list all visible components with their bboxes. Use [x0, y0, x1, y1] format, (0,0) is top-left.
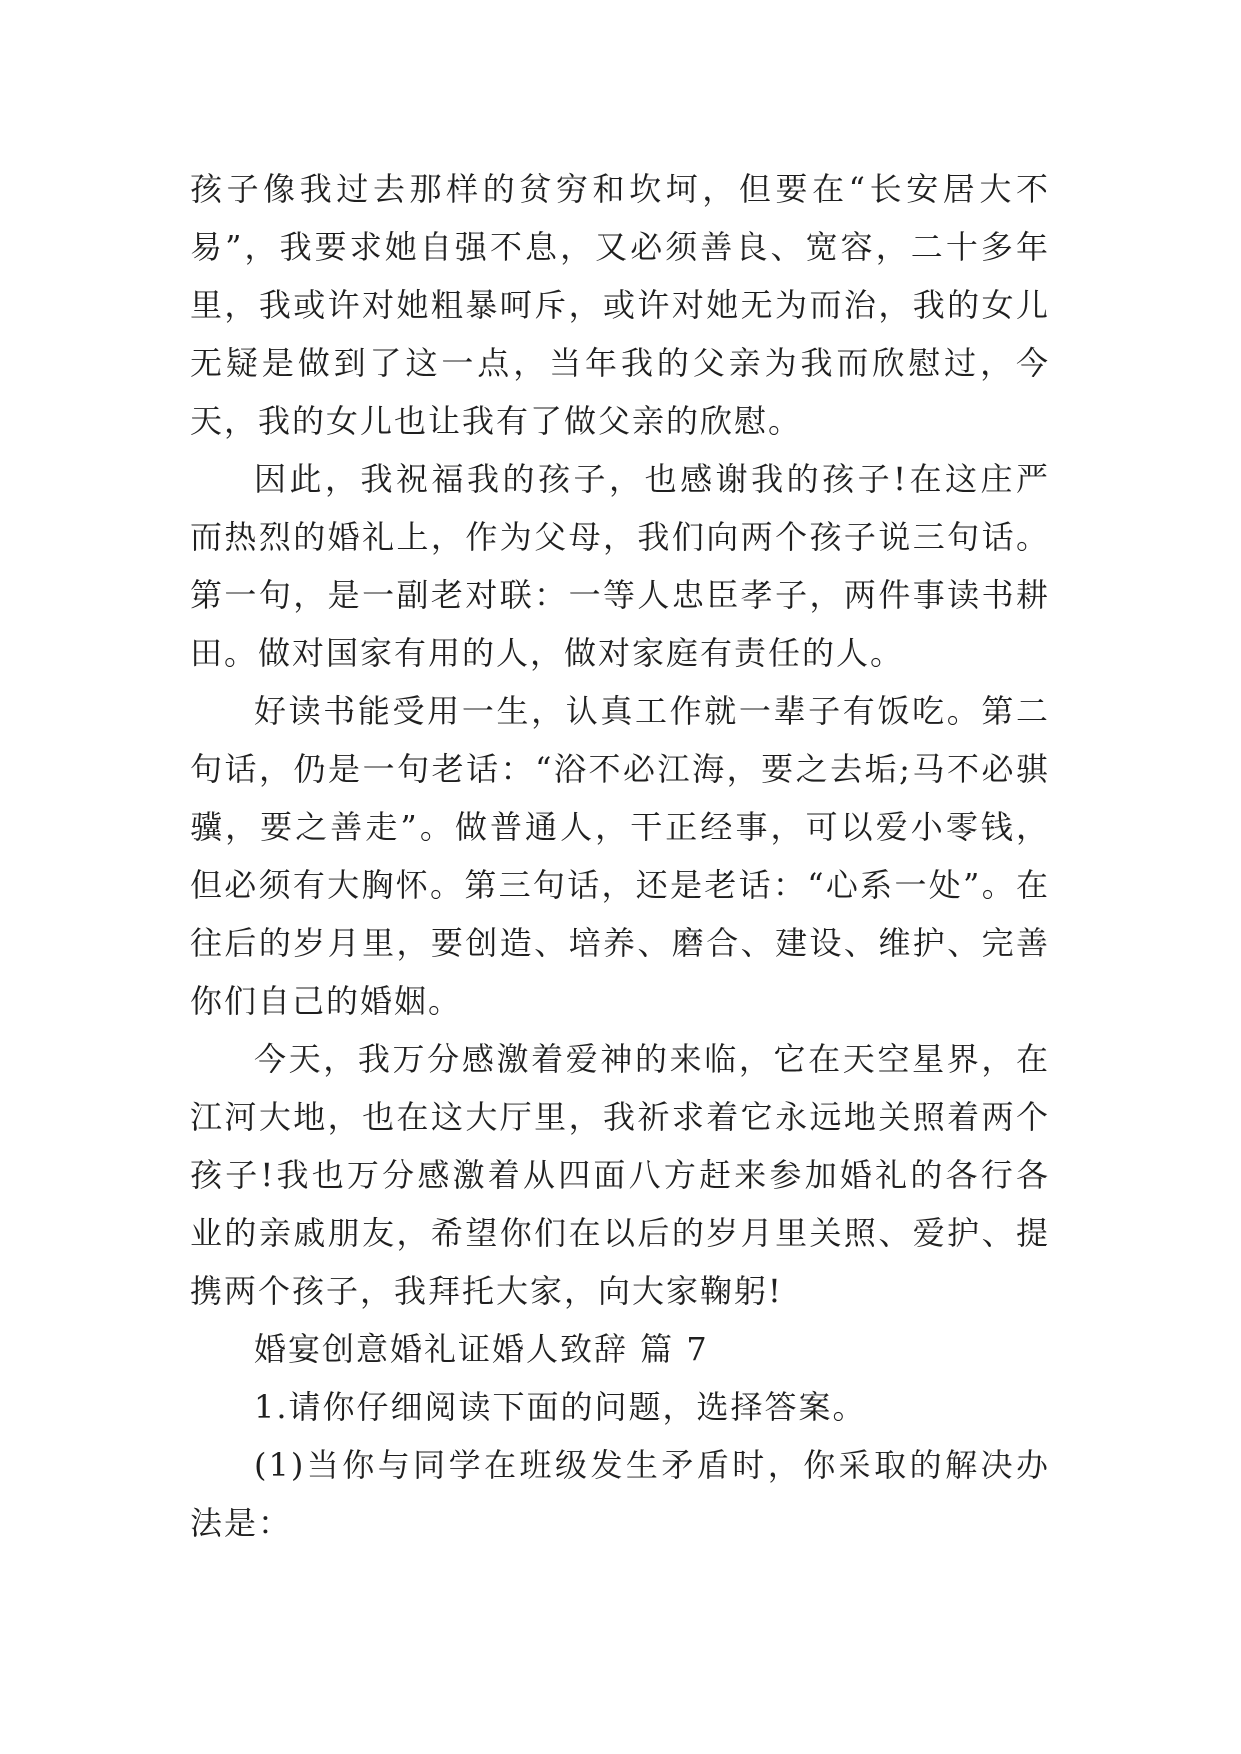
- paragraph-gratitude: 今天，我万分感激着爱神的来临，它在天空星界，在江河大地，也在这大厅里，我祈求着它永远地关照着两个孩子!我也万分感激着从四面八方赶来参加婚礼的各行各业的亲戚朋友，希望你们在以后的岁月里关照、爱护、提携两个孩子，我拜托大家，向大家鞠躬!: [190, 1040, 1050, 1310]
- question-item-1: (1)当你与同学在班级发生矛盾时，你采取的解决办法是：: [190, 1446, 1050, 1542]
- section-heading: 婚宴创意婚礼证婚人致辞 篇 7: [254, 1330, 709, 1368]
- paragraph-advice: 好读书能受用一生，认真工作就一辈子有饭吃。第二句话，仍是一句老话：“浴不必江海，要之去垢;马不必骐骥，要之善走”。做普通人，干正经事，可以爱小零钱，但必须有大胸怀。第三句话，还是老话：“心系一处”。在往后的岁月里，要创造、培养、磨合、建设、维护、完善你们自己的婚姻。: [190, 692, 1050, 1020]
- paragraph-continued: 孩子像我过去那样的贫穷和坎坷，但要在“长安居大不易”，我要求她自强不息，又必须善良、宽容，二十多年里，我或许对她粗暴呵斥，或许对她无为而治，我的女儿无疑是做到了这一点，当年我的父亲为我而欣慰过，今天，我的女儿也让我有了做父亲的欣慰。: [190, 170, 1050, 440]
- paragraph-blessing: 因此，我祝福我的孩子，也感谢我的孩子!在这庄严而热烈的婚礼上，作为父母，我们向两个孩子说三句话。第一句，是一副老对联：一等人忠臣孝子，两件事读书耕田。做对国家有用的人，做对家庭有责任的人。: [190, 460, 1050, 672]
- document-body: [190, 160, 1050, 1552]
- question-intro: 1.请你仔细阅读下面的问题，选择答案。: [254, 1388, 867, 1426]
